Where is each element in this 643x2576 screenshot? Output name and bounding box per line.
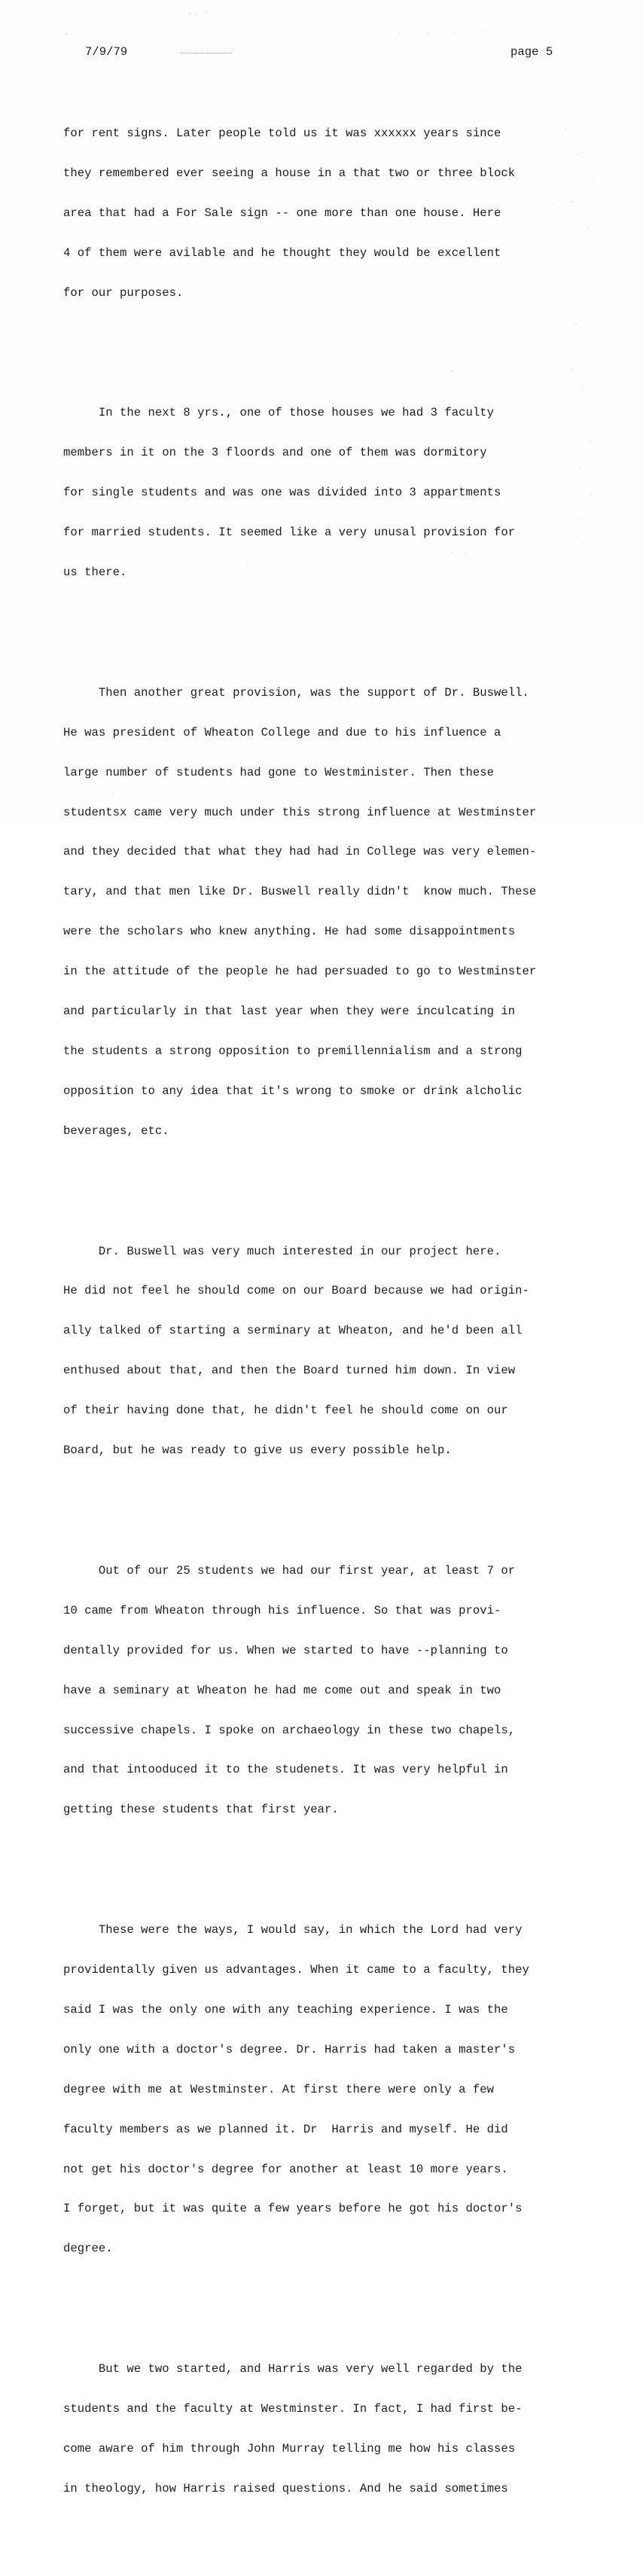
text-line: and they decided that what they had had in College was very elemen- — [63, 845, 537, 859]
text-line: for rent signs. Later people told us it was xxxxxx years since — [63, 127, 501, 140]
text-line: I forget, but it was quite a few years before he got his doctor's — [63, 2202, 523, 2216]
text-line: area that had a For Sale sign -- one more than one house. Here — [63, 206, 501, 220]
text-line: in the attitude of the people he had persuaded to go to Westminster — [63, 965, 537, 979]
text-line: Out of our 25 students we had our first year, at least 7 or — [63, 1563, 516, 1578]
text-line: students and the faculty at Westminster. In fact, I had first be- — [63, 2402, 523, 2416]
text-line: 10 came from Wheaton through his influence. So that was provi- — [63, 1603, 501, 1617]
paragraph-3 — [63, 660, 590, 1165]
text-line: and particularly in that last year when they were inculcating in — [63, 1004, 516, 1019]
text-line: they remembered ever seeing a house in a that two or three block — [63, 166, 516, 180]
text-line: faculty members as we planned it. Dr Harris and myself. He did — [63, 2122, 508, 2136]
paragraph-5 — [63, 1538, 590, 1843]
text-line: for married students. It seemed like a very unusal provision for — [63, 526, 516, 540]
paragraph-1 — [63, 100, 590, 326]
text-line: Board, but he was ready to give us every possible help. — [63, 1443, 452, 1458]
text-line: not get his doctor's degree for another at least 10 more years. — [63, 2162, 508, 2176]
transcript-body — [63, 59, 590, 2576]
paragraph-2 — [63, 380, 590, 605]
text-line: come aware of him through John Murray telling me how his classes — [63, 2441, 516, 2456]
text-line: Dr. Buswell was very much interested in our project here. — [63, 1244, 501, 1258]
text-line: large number of students had gone to Westminister. Then these — [63, 765, 495, 779]
text-line: in theology, how Harris raised questions. And he said sometimes — [63, 2481, 508, 2495]
text-line: were the scholars who knew anything. He had some disappointments — [63, 925, 516, 939]
text-line: us there. — [63, 566, 127, 580]
text-line: successive chapels. I spoke on archaeology in these two chapels, — [63, 1723, 516, 1737]
text-line: opposition to any idea that it's wrong to smoke or drink alcholic — [63, 1084, 523, 1098]
text-line: Then another great provision, was the support of Dr. Buswell. — [63, 685, 529, 700]
text-line: for our purposes. — [63, 285, 184, 300]
text-line: have a seminary at Wheaton he had me come out and speak in two — [63, 1683, 501, 1697]
text-line: tary, and that men like Dr. Buswell really didn't know much. These — [63, 885, 537, 899]
text-line: members in it on the 3 floords and one of them was dormitory — [63, 446, 487, 460]
text-line: the students a strong opposition to premillennialism and a strong — [63, 1044, 523, 1058]
header-date: 7/9/79 — [85, 45, 128, 59]
text-line: In the next 8 yrs., one of those houses we had 3 faculty — [63, 406, 495, 420]
text-line: But we two started, and Harris was very well regarded by the — [63, 2362, 523, 2376]
text-line: getting these students that first year. — [63, 1803, 339, 1817]
text-line: and that intooduced it to the studenets. It was very helpful in — [63, 1763, 508, 1777]
text-line: providentally given us advantages. When it came to a faculty, they — [63, 1963, 529, 1977]
text-line: only one with a doctor's degree. Dr. Harris had taken a master's — [63, 2042, 516, 2056]
text-line: enthused about that, and then the Board turned him down. In view — [63, 1364, 516, 1378]
text-line: of their having done that, he didn't feel he should come on our — [63, 1404, 508, 1418]
text-line: dentally provided for us. When we started to have --planning to — [63, 1643, 508, 1657]
page-header — [0, 45, 643, 60]
text-line: degree with me at Westminster. At first there were only a few — [63, 2082, 495, 2096]
paragraph-6 — [63, 1897, 590, 2282]
text-line: for single students and was one was divided into 3 appartments — [63, 486, 501, 500]
text-line: He was president of Wheaton College and due to his influence a — [63, 725, 501, 739]
text-line: studentsx came very much under this strong influence at Westminster — [63, 805, 537, 819]
text-line: beverages, etc. — [63, 1123, 169, 1138]
header-page-number: page 5 — [510, 45, 553, 59]
text-line: These were the ways, I would say, in which the Lord had very — [63, 1923, 523, 1937]
text-line: ally talked of starting a serminary at Wheaton, and he'd been all — [63, 1324, 523, 1338]
text-line: degree. — [63, 2242, 113, 2256]
text-line: He did not feel he should come on our Board because we had origin- — [63, 1284, 529, 1298]
paragraph-4 — [63, 1218, 590, 1484]
text-line: said I was the only one with any teaching experience. I was the — [63, 2002, 508, 2017]
text-line: 4 of them were avilable and he thought they would be excellent — [63, 245, 501, 260]
paragraph-7 — [63, 2336, 590, 2523]
